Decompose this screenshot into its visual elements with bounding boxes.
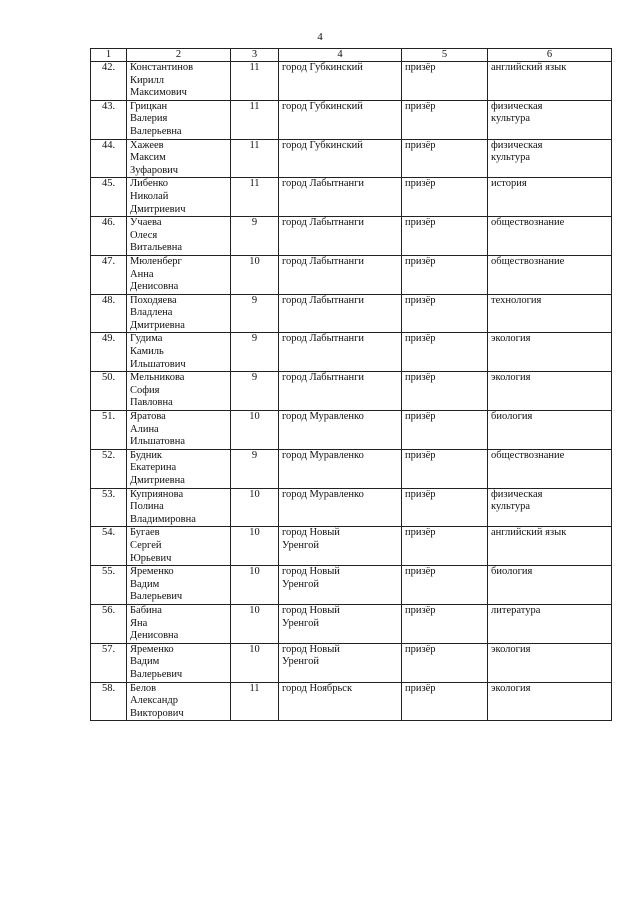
name-cell-line: Зуфарович: [130, 164, 179, 176]
city-cell-line: город Новый: [282, 604, 340, 616]
city-cell: [279, 682, 402, 721]
city-cell-line: город Лабытнанги: [282, 294, 365, 306]
table-row: [91, 411, 612, 450]
grade-cell: 10: [231, 566, 279, 605]
grade-cell: 9: [231, 449, 279, 488]
status-cell: призёр: [402, 682, 488, 721]
subject-cell-line: физическая: [491, 488, 543, 500]
name-cell-line: Валерьевич: [130, 668, 183, 680]
status-cell: призёр: [402, 604, 488, 643]
table-row: [91, 527, 612, 566]
name-cell-line: Бабина: [130, 604, 162, 616]
subject-cell: [488, 411, 612, 450]
city-cell-line: город Новый: [282, 643, 340, 655]
table-row: [91, 62, 612, 101]
city-cell-line: город Губкинский: [282, 62, 363, 73]
subject-cell: [488, 449, 612, 488]
name-cell-line: Ильшатовна: [130, 436, 186, 448]
status-cell: призёр: [402, 333, 488, 372]
city-cell: [279, 217, 402, 256]
city-cell-line: город Лабытнанги: [282, 372, 365, 384]
city-cell: [279, 604, 402, 643]
name-cell-line: Денисовна: [130, 281, 179, 293]
row-number-cell: 47.: [91, 255, 127, 294]
subject-cell: [488, 566, 612, 605]
city-cell: [279, 62, 402, 101]
name-cell-line: Валерьевна: [130, 125, 182, 137]
status-cell: призёр: [402, 217, 488, 256]
status-cell: призёр: [402, 139, 488, 178]
name-cell: [127, 217, 231, 256]
subject-cell: [488, 255, 612, 294]
city-cell: [279, 527, 402, 566]
row-number-cell: 53.: [91, 488, 127, 527]
subject-cell: [488, 333, 612, 372]
subject-cell-line: обществознание: [491, 449, 565, 461]
name-cell-line: Алина: [130, 423, 159, 435]
status-cell: призёр: [402, 294, 488, 333]
name-cell-line: Анна: [130, 268, 154, 280]
row-number-cell: 55.: [91, 566, 127, 605]
name-cell: [127, 604, 231, 643]
city-cell: [279, 449, 402, 488]
status-cell: призёр: [402, 527, 488, 566]
grade-cell: 10: [231, 488, 279, 527]
name-cell-line: Яратова: [130, 411, 166, 423]
name-cell-line: Куприянова: [130, 488, 184, 500]
subject-cell: [488, 294, 612, 333]
grade-cell: 11: [231, 100, 279, 139]
name-cell: [127, 372, 231, 411]
table-row: [91, 217, 612, 256]
status-cell: призёр: [402, 566, 488, 605]
city-cell-line: город Лабытнанги: [282, 255, 365, 267]
name-cell: [127, 139, 231, 178]
table-row: [91, 372, 612, 411]
name-cell-line: София: [130, 384, 160, 396]
name-cell-line: Походяева: [130, 294, 177, 306]
table-body: [91, 62, 612, 721]
subject-cell-line: физическая: [491, 139, 543, 151]
name-cell-line: Яна: [130, 617, 148, 629]
name-cell-line: Витальевна: [130, 242, 183, 254]
city-cell-line: Уренгой: [282, 617, 319, 629]
table-row: [91, 449, 612, 488]
city-cell-line: город Лабытнанги: [282, 217, 365, 229]
subject-cell: [488, 488, 612, 527]
column-header: 4: [279, 49, 402, 62]
city-cell-line: город Новый: [282, 527, 340, 539]
row-number-cell: 50.: [91, 372, 127, 411]
name-cell-line: Полина: [130, 501, 164, 513]
name-cell: [127, 411, 231, 450]
column-header: 2: [127, 49, 231, 62]
name-cell-line: Дмитриевич: [130, 203, 186, 215]
row-number-cell: 43.: [91, 100, 127, 139]
grade-cell: 11: [231, 62, 279, 101]
subject-cell: [488, 643, 612, 682]
name-cell-line: Яременко: [130, 566, 174, 578]
results-table: [90, 48, 612, 721]
subject-cell: [488, 604, 612, 643]
name-cell-line: Дмитриевна: [130, 319, 185, 331]
name-cell: [127, 62, 231, 101]
table-row: [91, 604, 612, 643]
city-cell: [279, 294, 402, 333]
status-cell: призёр: [402, 411, 488, 450]
subject-cell-line: культура: [491, 152, 530, 164]
name-cell: [127, 527, 231, 566]
name-cell: [127, 100, 231, 139]
name-cell-line: Максим: [130, 152, 166, 164]
name-cell-line: Дмитриевна: [130, 475, 185, 486]
row-number-cell: 57.: [91, 643, 127, 682]
table-row: [91, 566, 612, 605]
name-cell: [127, 566, 231, 605]
city-cell-line: Уренгой: [282, 539, 319, 551]
subject-cell-line: экология: [491, 333, 531, 345]
subject-cell-line: обществознание: [491, 255, 565, 267]
subject-cell-line: английский язык: [491, 62, 567, 73]
row-number-cell: 48.: [91, 294, 127, 333]
row-number-cell: 42.: [91, 62, 127, 101]
city-cell-line: Уренгой: [282, 578, 319, 590]
name-cell-line: Мельникова: [130, 372, 185, 384]
name-cell-line: Сергей: [130, 539, 162, 551]
name-cell-line: Вадим: [130, 578, 160, 590]
subject-cell-line: экология: [491, 643, 531, 655]
subject-cell-line: экология: [491, 372, 531, 384]
subject-cell-line: культура: [491, 501, 530, 513]
name-cell-line: Белов: [130, 682, 157, 694]
status-cell: призёр: [402, 372, 488, 411]
city-cell-line: город Губкинский: [282, 139, 363, 151]
city-cell: [279, 178, 402, 217]
name-cell-line: Вадим: [130, 656, 160, 668]
name-cell: [127, 333, 231, 372]
subject-cell: [488, 62, 612, 101]
name-cell-line: Владлена: [130, 307, 173, 319]
name-cell-line: Владимировна: [130, 513, 196, 525]
subject-cell-line: технология: [491, 294, 542, 306]
name-cell-line: Ильшатович: [130, 358, 186, 370]
city-cell-line: Уренгой: [282, 656, 319, 668]
grade-cell: 10: [231, 411, 279, 450]
table-row: [91, 643, 612, 682]
grade-cell: 9: [231, 217, 279, 256]
name-cell-line: Юрьевич: [130, 552, 172, 564]
status-cell: призёр: [402, 255, 488, 294]
table-row: [91, 100, 612, 139]
name-cell-line: Александр: [130, 695, 178, 707]
table-row: [91, 294, 612, 333]
name-cell-line: Яременко: [130, 643, 174, 655]
grade-cell: 10: [231, 643, 279, 682]
city-cell: [279, 333, 402, 372]
subject-cell: [488, 100, 612, 139]
status-cell: призёр: [402, 100, 488, 139]
subject-cell: [488, 372, 612, 411]
city-cell: [279, 100, 402, 139]
city-cell-line: город Губкинский: [282, 100, 363, 112]
name-cell-line: Николай: [130, 190, 169, 202]
column-header: 3: [231, 49, 279, 62]
name-cell: [127, 449, 231, 488]
name-cell-line: Камиль: [130, 346, 164, 358]
row-number-cell: 56.: [91, 604, 127, 643]
city-cell: [279, 566, 402, 605]
column-header: 6: [488, 49, 612, 62]
table-row: [91, 178, 612, 217]
subject-cell-line: литература: [491, 604, 541, 616]
city-cell-line: город Новый: [282, 566, 340, 578]
city-cell: [279, 255, 402, 294]
status-cell: призёр: [402, 643, 488, 682]
row-number-cell: 44.: [91, 139, 127, 178]
grade-cell: 9: [231, 294, 279, 333]
name-cell-line: Денисовна: [130, 630, 179, 642]
grade-cell: 11: [231, 178, 279, 217]
name-cell-line: Мюленберг: [130, 255, 182, 267]
page-number: 4: [317, 31, 323, 43]
table-row: [91, 139, 612, 178]
row-number-cell: 49.: [91, 333, 127, 372]
column-header: 1: [91, 49, 127, 62]
grade-cell: 11: [231, 682, 279, 721]
subject-cell-line: культура: [491, 113, 530, 125]
name-cell: [127, 488, 231, 527]
status-cell: призёр: [402, 178, 488, 217]
subject-cell: [488, 139, 612, 178]
subject-cell-line: обществознание: [491, 217, 565, 229]
grade-cell: 9: [231, 333, 279, 372]
name-cell-line: Максимович: [130, 87, 187, 99]
city-cell-line: город Муравленко: [282, 488, 364, 500]
name-cell: [127, 255, 231, 294]
subject-cell-line: экология: [491, 682, 531, 694]
grade-cell: 10: [231, 527, 279, 566]
grade-cell: 11: [231, 139, 279, 178]
table-row: [91, 255, 612, 294]
name-cell-line: Грицкан: [130, 100, 168, 112]
name-cell-line: Будник: [130, 449, 163, 461]
name-cell-line: Екатерина: [130, 462, 177, 474]
table-row: [91, 333, 612, 372]
status-cell: призёр: [402, 62, 488, 101]
name-cell-line: Гудима: [130, 333, 163, 345]
city-cell-line: город Ноябрьск: [282, 682, 353, 694]
name-cell-line: Учаева: [130, 217, 162, 229]
city-cell: [279, 488, 402, 527]
subject-cell: [488, 217, 612, 256]
grade-cell: 10: [231, 255, 279, 294]
subject-cell-line: биология: [491, 566, 533, 578]
city-cell-line: город Лабытнанги: [282, 333, 365, 345]
row-number-cell: 52.: [91, 449, 127, 488]
subject-cell: [488, 178, 612, 217]
table-row: [91, 682, 612, 721]
city-cell-line: город Муравленко: [282, 411, 364, 423]
name-cell-line: Викторович: [130, 707, 184, 719]
city-cell: [279, 372, 402, 411]
name-cell-line: Олеся: [130, 229, 158, 241]
row-number-cell: 54.: [91, 527, 127, 566]
column-header: 5: [402, 49, 488, 62]
name-cell-line: Кирилл: [130, 74, 164, 86]
name-cell: [127, 643, 231, 682]
subject-cell: [488, 682, 612, 721]
name-cell-line: Либенко: [130, 178, 169, 190]
subject-cell-line: физическая: [491, 100, 543, 112]
subject-cell-line: биология: [491, 411, 533, 423]
name-cell: [127, 682, 231, 721]
city-cell: [279, 139, 402, 178]
name-cell-line: Бугаев: [130, 527, 160, 539]
name-cell-line: Хажеев: [130, 139, 164, 151]
city-cell-line: город Муравленко: [282, 449, 364, 461]
row-number-cell: 51.: [91, 411, 127, 450]
name-cell-line: Валерьевич: [130, 591, 183, 603]
subject-cell: [488, 527, 612, 566]
status-cell: призёр: [402, 488, 488, 527]
city-cell: [279, 643, 402, 682]
status-cell: призёр: [402, 449, 488, 488]
subject-cell-line: английский язык: [491, 527, 567, 539]
row-number-cell: 45.: [91, 178, 127, 217]
grade-cell: 10: [231, 604, 279, 643]
row-number-cell: 58.: [91, 682, 127, 721]
name-cell-line: Павловна: [130, 397, 173, 409]
name-cell-line: Валерия: [130, 113, 168, 125]
city-cell: [279, 411, 402, 450]
header-row: [91, 49, 612, 62]
name-cell: [127, 294, 231, 333]
subject-cell-line: история: [491, 178, 527, 190]
city-cell-line: город Лабытнанги: [282, 178, 365, 190]
table-row: [91, 488, 612, 527]
row-number-cell: 46.: [91, 217, 127, 256]
grade-cell: 9: [231, 372, 279, 411]
name-cell: [127, 178, 231, 217]
name-cell-line: Константинов: [130, 62, 194, 73]
